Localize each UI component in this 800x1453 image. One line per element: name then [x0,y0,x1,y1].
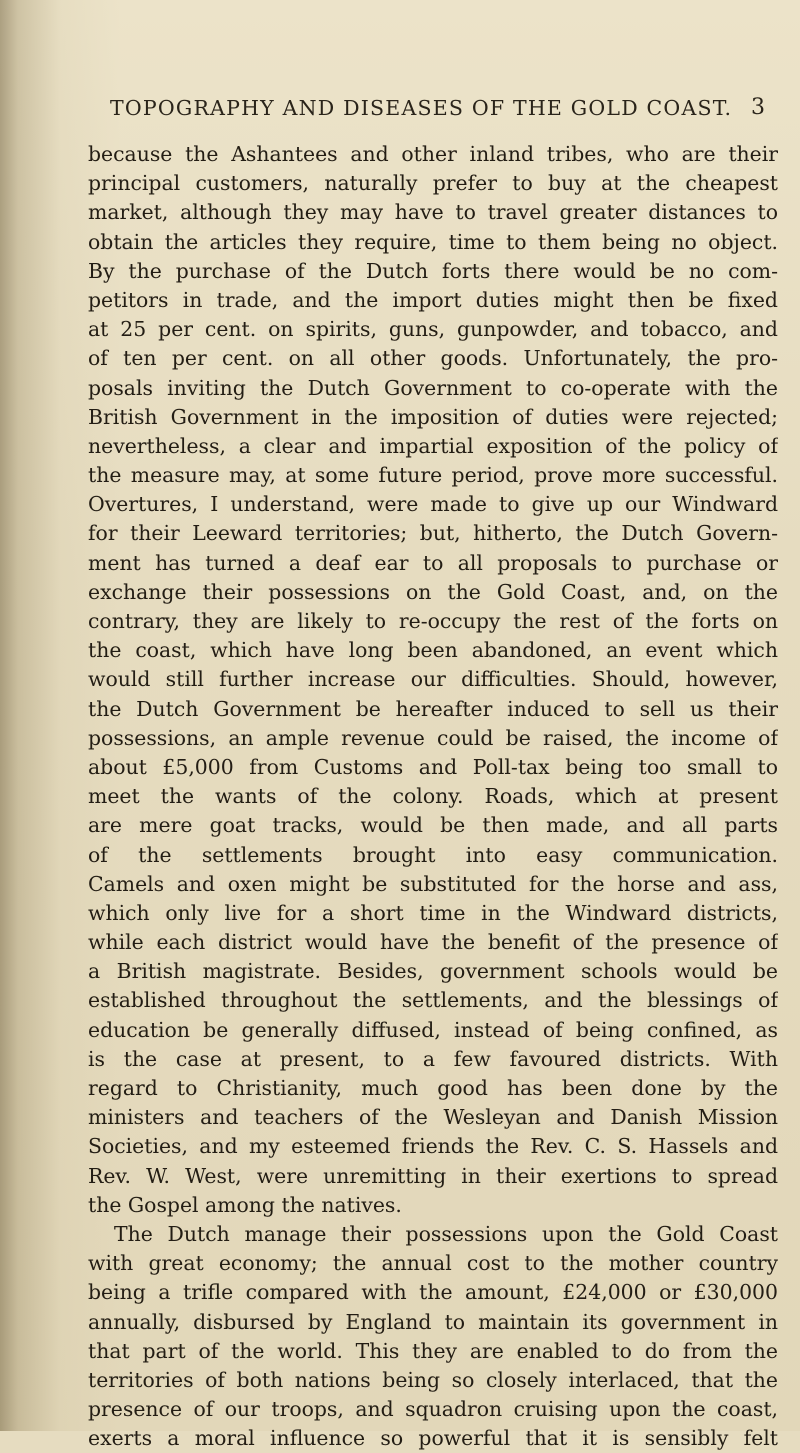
text-line: at 25 per cent. on spirits, guns, gunpowder, and tobacco, and [88,317,778,342]
text-line: the Gospel among the natives. [88,1192,402,1217]
text-line: exchange their possessions on the Gold Coast, and, on the [88,579,778,604]
text-line: are mere goat tracks, would be then made, and all parts [88,813,778,838]
text-line: being a trifle compared with the amount, £24,000 or £30,000 [88,1280,778,1305]
text-line: British Government in the imposition of duties were rejected; [88,404,778,429]
paragraph [88,140,778,1220]
text-line: petitors in trade, and the import duties might then be fixed [88,287,778,312]
text-line: the coast, which have long been abandoned, an event which [88,638,778,663]
text-line: By the purchase of the Dutch forts there would be no com- [88,258,778,283]
text-line: Societies, and my esteemed friends the Rev. C. S. Hassels and [88,1134,778,1159]
text-line: Overtures, I understand, were made to give up our Windward [88,492,778,517]
text-line: Camels and oxen might be substituted for the horse and ass, [88,871,778,896]
text-line: that part of the world. This they are enabled to do from the [88,1338,778,1363]
running-title: TOPOGRAPHY AND DISEASES OF THE GOLD COAST. [110,96,733,120]
page-number: 3 [751,95,765,120]
text-line: posals inviting the Dutch Government to co-operate with the [88,375,778,400]
text-line: ministers and teachers of the Wesleyan and Danish Mission [88,1105,778,1130]
text-line: exerts a moral influence so powerful that it is sensibly felt [88,1426,778,1451]
text-line: obtain the articles they require, time to them being no object. [88,229,778,254]
text-line: meet the wants of the colony. Roads, which at present [88,784,778,809]
text-line: Rev. W. West, were unremitting in their exertions to spread [88,1163,778,1188]
paragraph [88,1220,778,1453]
text-line: market, although they may have to travel greater distances to [88,200,778,225]
text-line: contrary, they are likely to re-occupy the rest of the forts on [88,609,778,633]
running-head [0,88,800,128]
text-line: of ten per cent. on all other goods. Unfortunately, the pro- [88,346,778,371]
text-line: territories of both nations being so closely interlaced, that the [88,1367,778,1392]
text-line: presence of our troops, and squadron cruising upon the coast, [88,1397,778,1422]
text-line: education be generally diffused, instead of being confined, as [88,1017,778,1042]
text-line: ment has turned a deaf ear to all proposals to purchase or [88,550,778,575]
text-line: would still further increase our difficulties. Should, however, [88,667,778,692]
text-line: with great economy; the annual cost to the mother country [88,1251,778,1276]
text-line: established throughout the settlements, and the blessings of [88,988,778,1013]
text-line: while each district would have the benefit of the presence of [88,930,778,955]
body-text [88,140,778,1453]
text-line: annually, disbursed by England to maintain its government in [88,1309,778,1334]
text-line: is the case at present, to a few favoured districts. With [88,1046,778,1071]
text-line: regard to Christianity, much good has been done by the [88,1076,778,1100]
text-line: The Dutch manage their possessions upon the Gold Coast [114,1221,778,1246]
text-line: because the Ashantees and other inland tribes, who are their [88,142,778,166]
text-line: the measure may, at some future period, prove more successful. [88,463,778,488]
text-line: about £5,000 from Customs and Poll-tax being too small to [88,754,778,779]
text-line: of the settlements brought into easy communication. [88,842,778,867]
text-line: possessions, an ample revenue could be raised, the income of [88,725,778,750]
text-line: the Dutch Government be hereafter induced to sell us their [88,696,778,721]
text-line: for their Leeward territories; but, hitherto, the Dutch Govern- [88,521,778,546]
text-line: principal customers, naturally prefer to buy at the cheapest [88,171,778,196]
text-line: nevertheless, a clear and impartial exposition of the policy of [88,433,778,458]
text-line: a British magistrate. Besides, government schools would be [88,959,778,984]
text-line: which only live for a short time in the Windward districts, [88,900,778,925]
